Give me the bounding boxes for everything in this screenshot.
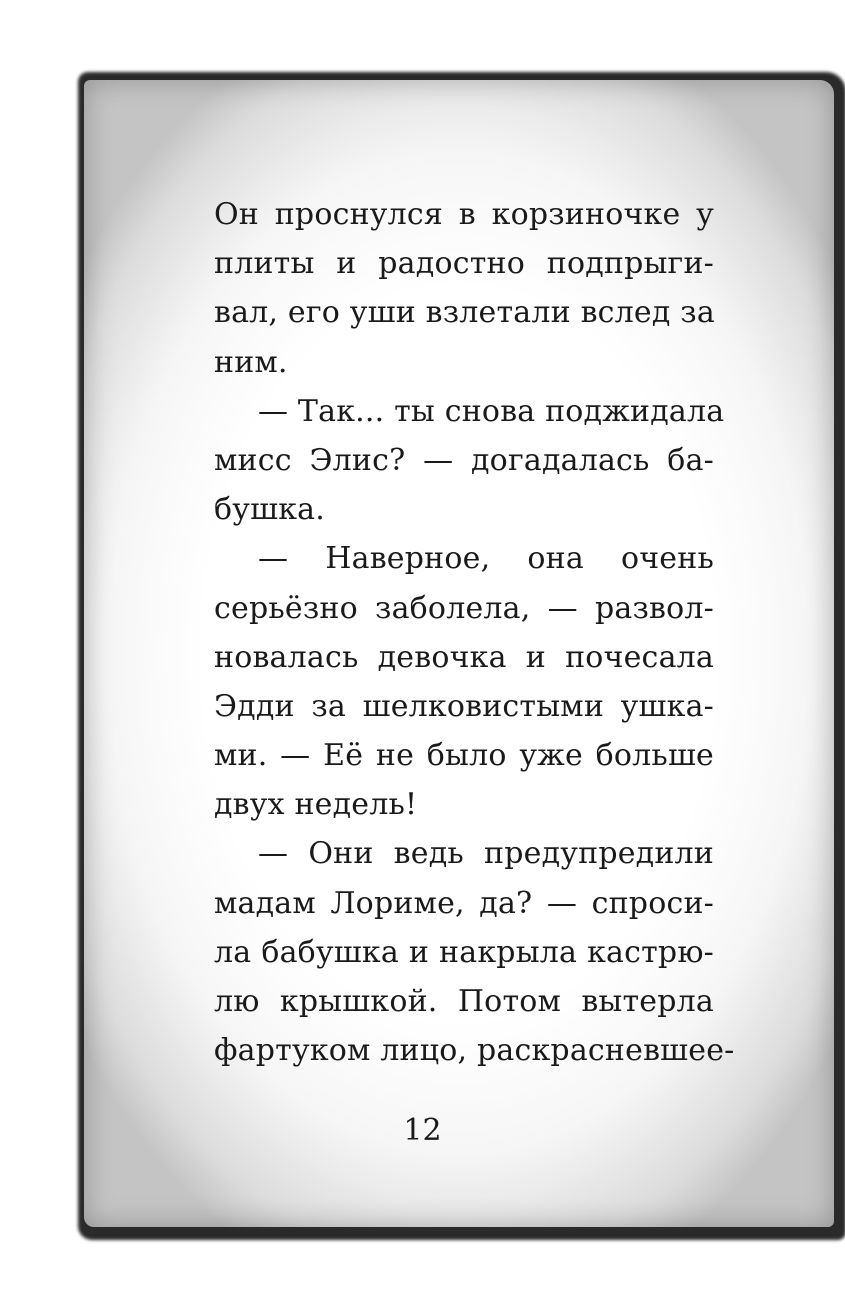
text-line: мисс Элис? — догадалась ба-	[214, 442, 714, 478]
text-line: ла бабушка и накрыла кастрю-	[214, 934, 714, 970]
text-line: фартуком лицо, раскрасневшее-	[214, 1033, 735, 1069]
text-line: новалась девочка и почесала	[214, 639, 714, 675]
text-line: бушка.	[214, 492, 325, 528]
text-line: — Наверное, она очень	[258, 541, 714, 577]
text-line: лю крышкой. Потом вытерла	[214, 984, 714, 1019]
text-line: — Они ведь предупредили	[258, 836, 714, 872]
text-line: двух недель!	[214, 787, 418, 823]
body-text	[214, 190, 735, 1075]
text-line: ми. — Её не было уже больше	[214, 738, 714, 774]
text-line: плиты и радостно подпрыги-	[214, 246, 714, 282]
text-line: вал, его уши взлетали вслед за	[214, 295, 715, 331]
text-line: Эдди за шелковистыми ушка-	[214, 688, 714, 724]
text-line: серьёзно заболела, — развол-	[214, 590, 714, 626]
page-number: 12	[403, 1113, 442, 1148]
text-line: — Так... ты снова поджидала	[258, 393, 725, 429]
text-line: Он проснулся в корзиночке у	[214, 197, 714, 232]
text-line: ним.	[214, 344, 288, 380]
text-line: мадам Лориме, да? — спроси-	[214, 885, 714, 921]
